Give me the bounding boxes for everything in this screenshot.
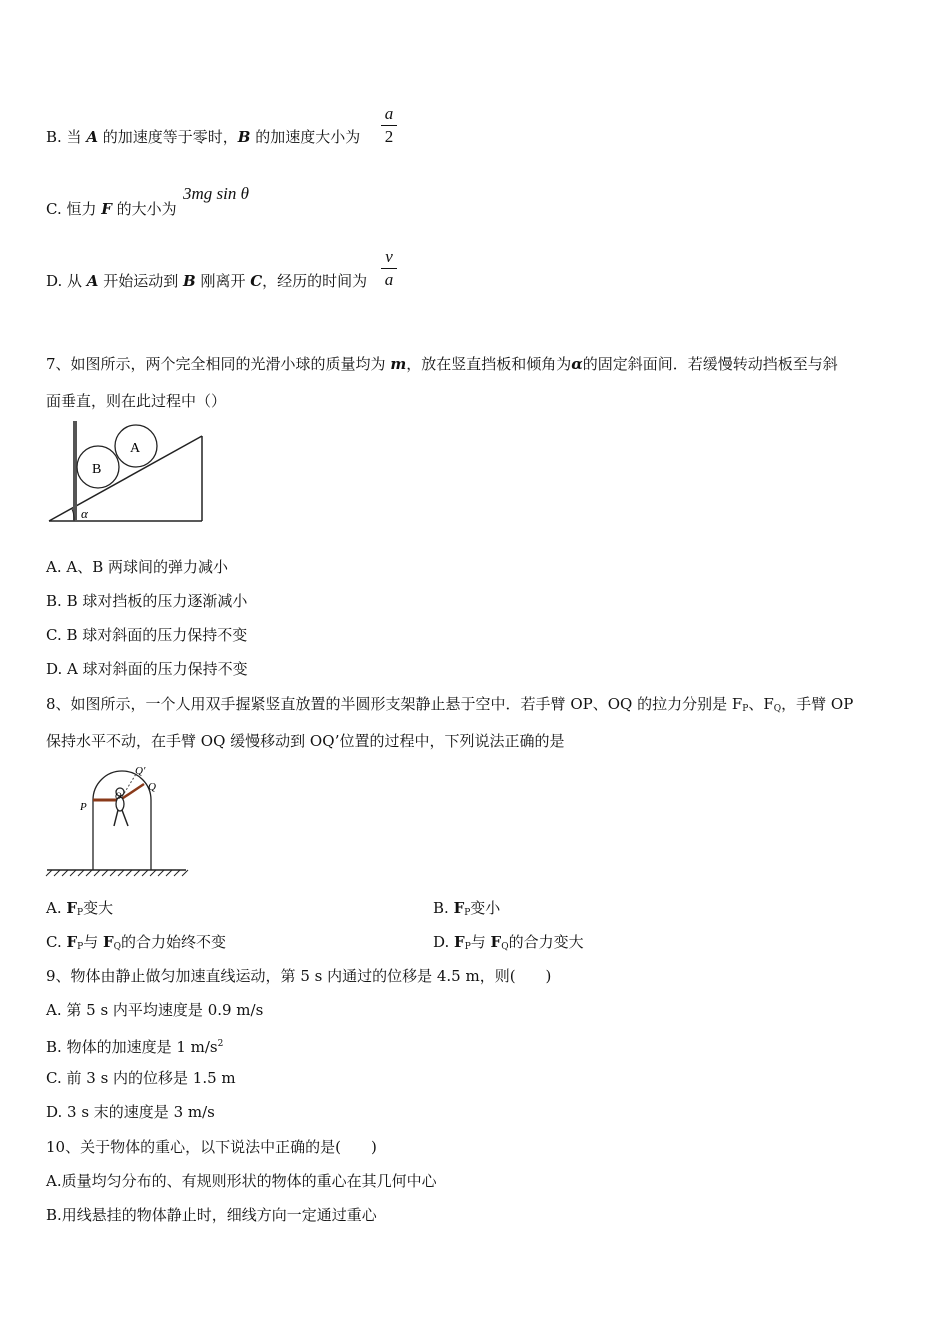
q8-option-c: C. $F_P$与 $F_Q$的合力始终不变	[46, 933, 227, 952]
q7-stem-line2: 面垂直，则在此过程中（）	[46, 392, 227, 410]
q7-incline-figure	[44, 418, 206, 528]
q8-stem-line1: 8、如图所示，一个人用双手握紧竖直放置的半圆形支架静止悬于空中．若手臂 OP、OQ 的拉力分别是 $F_P$、$F_Q$，手臂 OP	[46, 695, 854, 714]
q8-option-b: B. $F_P$变小	[433, 899, 501, 918]
q7-option-b: B. B 球对挡板的压力逐渐减小	[46, 592, 248, 610]
q6-option-d: D. 从 A 开始运动到 B 刚离开 C，经历的时间为	[46, 272, 368, 290]
q6-d-fraction: v a	[381, 247, 397, 290]
q10-option-a: A.质量均匀分布的、有规则形状的物体的重心在其几何中心	[46, 1172, 437, 1190]
q6-c-formula: 3mg sin θ	[183, 184, 249, 203]
q8-option-a: A. $F_P$变大	[46, 899, 114, 918]
q8-stem-line2: 保持水平不动，在手臂 OQ 缓慢移动到 OQ’位置的过程中，下列说法正确的是	[46, 732, 565, 750]
q9-option-c: C. 前 3 s 内的位移是 1.5 m	[46, 1069, 236, 1087]
q6-option-b: B. 当 A 的加速度等于零时，B 的加速度大小为	[46, 128, 361, 146]
q6-b-fraction: a 2	[381, 104, 397, 147]
q8-bracket-figure	[44, 762, 189, 877]
q7-option-a: A. A、B 两球间的弹力减小	[46, 558, 228, 576]
q8-point-o: O	[115, 791, 122, 801]
q7-ball-a-label: A	[130, 441, 141, 456]
q8-point-q-prime: Q′	[135, 765, 146, 777]
q7-ball-b-label: B	[92, 462, 102, 477]
q10-stem: 10、关于物体的重心，以下说法中正确的是( )	[46, 1138, 377, 1156]
q10-option-b: B.用线悬挂的物体静止时，细线方向一定通过重心	[46, 1206, 377, 1224]
q9-option-d: D. 3 s 末的速度是 3 m/s	[46, 1103, 215, 1121]
q7-option-c: C. B 球对斜面的压力保持不变	[46, 626, 248, 644]
q9-option-a: A. 第 5 s 内平均速度是 0.9 m/s	[46, 1001, 264, 1019]
q8-option-d: D. $F_P$与 $F_Q$的合力变大	[433, 933, 584, 952]
q9-option-b: B. 物体的加速度是 1 $m/s^2$	[46, 1038, 224, 1056]
q9-stem: 9、物体由静止做匀加速直线运动，第 5 s 内通过的位移是 4.5 m，则( )	[46, 967, 552, 985]
q8-point-p: P	[80, 801, 87, 813]
q6-option-c: C. 恒力 F 的大小为	[46, 200, 177, 218]
q7-option-d: D. A 球对斜面的压力保持不变	[46, 660, 248, 678]
q7-stem-line1: 7、如图所示，两个完全相同的光滑小球的质量均为 m，放在竖直挡板和倾角为α的固定斜面间．若缓慢转动挡板至与斜	[46, 355, 838, 373]
q8-point-q: Q	[148, 781, 156, 793]
q7-angle-label: α	[81, 506, 88, 521]
